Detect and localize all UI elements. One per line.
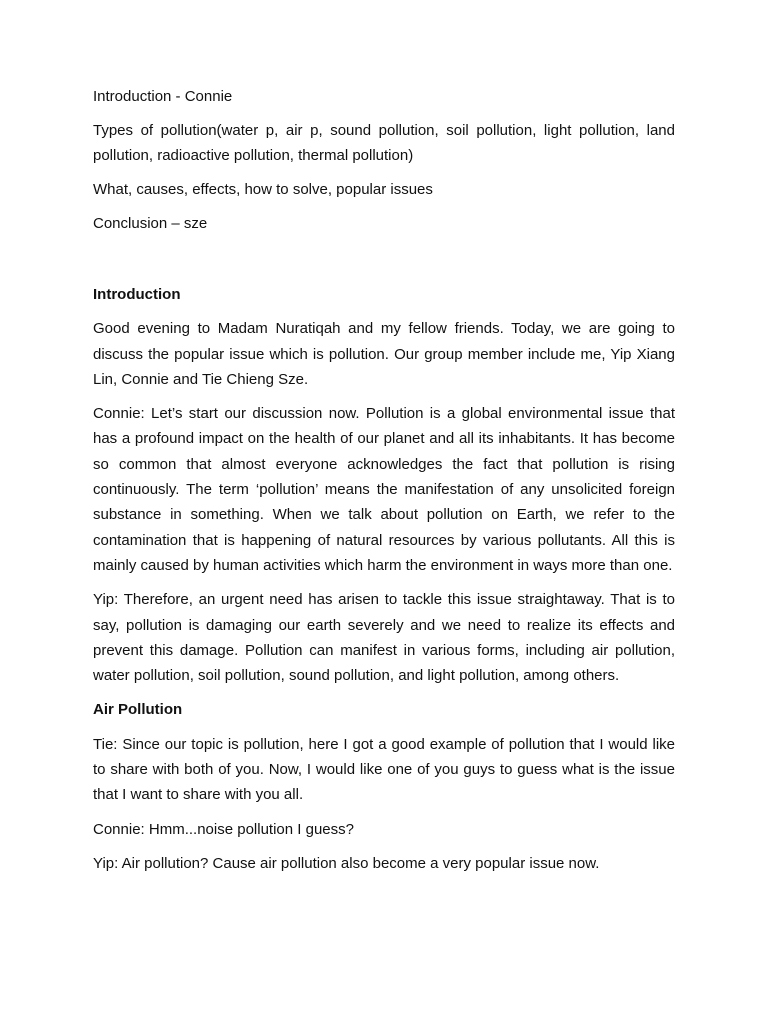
document-page [93,84,675,885]
outline-line-conclusion: Conclusion – sze [93,214,208,232]
air-pollution-paragraph-connie: Connie: Hmm...noise pollution I guess? [93,820,354,838]
air-pollution-paragraph-tie: Tie: Since our topic is pollution, here I got a good example of pollution that I would like to share with both of you. Now, I would like one of you guys to guess what is the issue that I want to share with you all. [93,735,675,804]
outline-line-types: Types of pollution(water p, air p, sound pollution, soil pollution, light pollution, land pollution, radioactive pollution, thermal pollution) [93,121,675,165]
introduction-paragraph-connie: Connie: Let’s start our discussion now. Pollution is a global environmental issue that has a profound impact on the health of our planet and all its inhabitants. It has become so common that almost everyone acknowledges the fact that pollution is rising continuously. The term ‘pollution’ means the manifestation of any unsolicited foreign substance in something. When we talk about pollution on Earth, we refer to the contamination that is happening of natural resources by various pollutants. All this is mainly caused by human activities which harm the environment in ways more than one. [93,405,675,574]
outline-line-topics: What, causes, effects, how to solve, popular issues [93,180,433,198]
air-pollution-paragraph-yip: Yip: Air pollution? Cause air pollution also become a very popular issue now. [93,854,600,872]
introduction-heading: Introduction [93,285,181,303]
outline-line-introduction: Introduction - Connie [93,88,233,105]
air-pollution-heading: Air Pollution [93,701,183,719]
section-spacer [93,236,675,282]
introduction-paragraph-yip: Yip: Therefore, an urgent need has arisen to tackle this issue straightaway. That is to say, pollution is damaging our earth severely and we need to realize its effects and prevent this damage. Pollution can manifest in various forms, including air pollution, water pollution, soil pollution, sound pollution, and light pollution, among others. [93,591,675,685]
introduction-paragraph-greeting: Good evening to Madam Nuratiqah and my fellow friends. Today, we are going to discuss the popular issue which is pollution. Our group member include me, Yip Xiang Lin, Connie and Tie Chieng Sze. [93,320,675,388]
